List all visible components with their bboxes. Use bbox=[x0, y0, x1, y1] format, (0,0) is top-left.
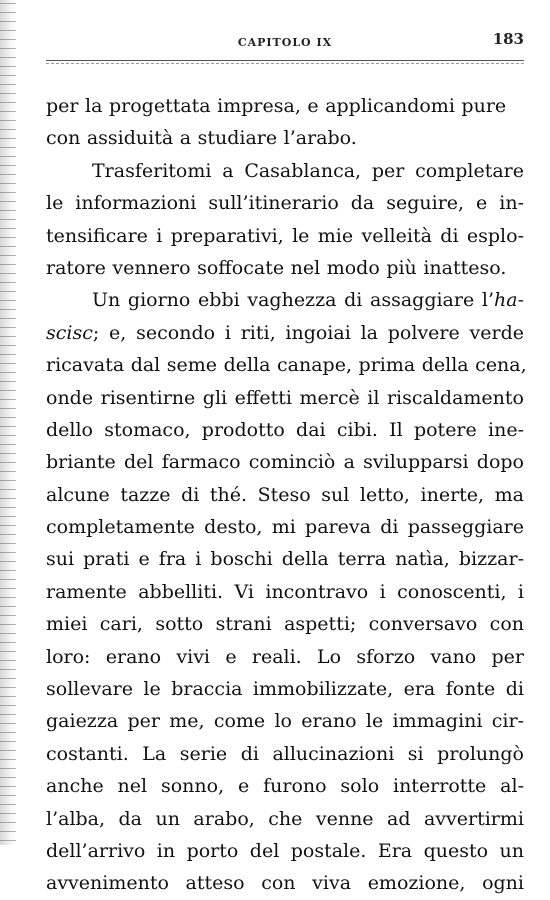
text-segment: ricavata dal seme della canape, prima della cena, bbox=[46, 354, 527, 377]
text-segment: anche nel sonno, e furono solo interrotte al- bbox=[46, 775, 524, 798]
binding-edge bbox=[0, 0, 16, 845]
text-line bbox=[46, 705, 524, 737]
text-segment: completamente desto, mi pareva di passeggiare bbox=[46, 516, 524, 539]
text-segment: avvenimento atteso con viva emozione, ogni bbox=[46, 872, 524, 895]
text-segment: Trasferitomi a Casablanca, per completare bbox=[92, 159, 524, 182]
text-line bbox=[46, 349, 527, 381]
text-line bbox=[46, 284, 524, 316]
text-segment: ramente abbelliti. Vi incontravo i conoscenti, i bbox=[46, 580, 524, 603]
text-segment: dello stomaco, prodotto dai cibi. Il potere ine- bbox=[46, 418, 524, 441]
text-line bbox=[46, 608, 524, 640]
text-line bbox=[46, 543, 524, 575]
text-line bbox=[46, 770, 524, 802]
text-segment: dell’arrivo in porto del postale. Era questo un bbox=[46, 839, 524, 862]
text-segment: tensificare i preparativi, le mie velleità di esplo- bbox=[46, 224, 524, 247]
text-segment: ; e, secondo i riti, ingoiai la polvere verde bbox=[92, 321, 524, 344]
text-line bbox=[46, 155, 524, 187]
text-segment: l’alba, da un arabo, che venne ad avvertirmi bbox=[46, 807, 524, 830]
text-segment: sui prati e fra i boschi della terra natìa, bizzar- bbox=[46, 548, 524, 571]
text-segment: per la progettata impresa, e applicandomi pure bbox=[46, 95, 507, 117]
text-segment: gaiezza per me, come lo erano le immagini cir- bbox=[46, 710, 524, 733]
text-segment: onde risentirne gli effetti mercè il riscaldamento bbox=[46, 386, 524, 409]
text-line bbox=[46, 414, 524, 446]
text-segment: le informazioni sull’itinerario da seguire, e in- bbox=[46, 192, 524, 215]
text-segment: briante del farmaco cominciò a svilupparsi dopo bbox=[46, 451, 524, 474]
text-segment: costanti. La serie di allucinazioni si prolungò bbox=[46, 742, 524, 765]
text-line bbox=[46, 673, 524, 705]
text-line bbox=[46, 641, 524, 673]
text-line bbox=[46, 803, 524, 835]
body-text bbox=[46, 90, 527, 900]
text-segment: alcune tazze di thé. Steso sul letto, inerte, ma bbox=[46, 483, 524, 506]
text-line bbox=[46, 511, 524, 543]
text-line bbox=[46, 382, 524, 414]
text-line bbox=[46, 187, 524, 219]
page-header bbox=[46, 30, 524, 58]
text-segment: sollevare le braccia immobilizzate, era fonte di bbox=[46, 678, 524, 701]
text-segment: ratore vennero soffocate nel modo più inatteso. bbox=[46, 256, 507, 279]
text-segment: miei cari, sotto strani aspetti; conversavo con bbox=[46, 613, 524, 636]
text-line bbox=[46, 738, 524, 770]
text-line bbox=[46, 576, 524, 608]
text-segment: Un giorno ebbi vaghezza di assaggiare l’ bbox=[92, 289, 495, 312]
header-rule bbox=[46, 60, 524, 64]
text-line bbox=[46, 317, 524, 349]
text-line bbox=[46, 446, 524, 478]
text-line bbox=[46, 90, 524, 122]
text-line bbox=[46, 835, 524, 867]
text-line bbox=[46, 479, 524, 511]
text-line bbox=[46, 122, 524, 154]
text-line bbox=[46, 867, 524, 899]
italic-text: ha- bbox=[494, 289, 524, 312]
italic-text: scisc bbox=[46, 321, 93, 344]
running-head: CAPITOLO IX bbox=[237, 36, 333, 49]
page-number: 183 bbox=[492, 30, 524, 48]
text-line bbox=[46, 220, 524, 252]
text-line bbox=[46, 252, 524, 284]
text-segment: con assiduità a studiare l’arabo. bbox=[46, 127, 357, 150]
text-segment: loro: erano vivi e reali. Lo sforzo vano per bbox=[46, 645, 524, 668]
